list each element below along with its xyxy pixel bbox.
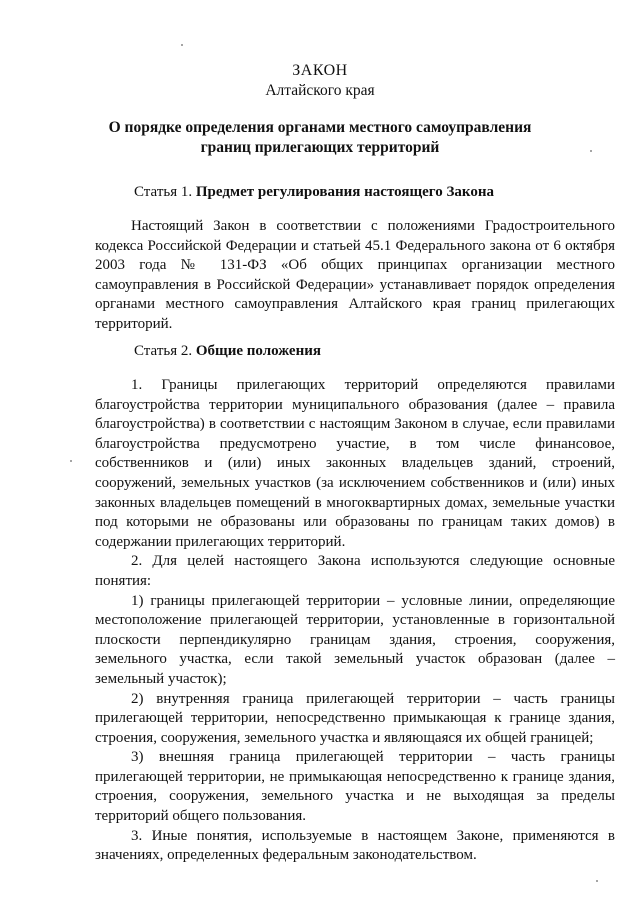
scan-speck <box>70 460 72 462</box>
document-region: Алтайского края <box>265 82 375 99</box>
document-title-line-2: границ прилегающих территорий <box>200 139 440 156</box>
article-2-body <box>95 376 615 866</box>
article-2-title: Общие положения <box>195 343 321 359</box>
article-2-paragraph-3: 3. Иные понятия, используемые в настоящем Законе, применяются в значениях, определенных федеральным законодательством. <box>95 827 615 864</box>
article-1-body <box>95 217 615 335</box>
scan-speck <box>181 44 183 46</box>
scan-speck <box>596 880 598 882</box>
article-2-paragraph-1: 1. Границы прилегающих территорий определяются правилами благоустройства территории муниципального образования (далее – правила благоустройства) в соответствии с настоящим Законом в случае, если правилами благоустройства предусмотрено участие, в том числе финансовое, собственников и (или) иных законных владельцев зданий, строений, сооружений, земельных участков (за исключением собственников и (или) иных законных владельцев помещений в многоквартирных домах, земельные участки под которыми не образованы или образованы по границам таких домов) в содержании прилегающих территорий. <box>95 377 615 550</box>
article-1-title: Предмет регулирования настоящего Закона <box>195 184 494 200</box>
article-2-definition-1: 1) границы прилегающей территории – условные линии, определяющие местоположение прилегающей территории, установленные в горизонтальной плоскости перпендикулярно границам здания, строения, сооружения, земельного участка, если такой земельный участок образован (далее – земельный участок); <box>95 592 615 687</box>
scan-speck <box>590 150 592 152</box>
article-1-label: Статья 1. <box>134 184 193 200</box>
article-2-label: Статья 2. <box>134 343 193 359</box>
article-2-heading <box>134 343 321 360</box>
article-2-definition-2: 2) внутренняя граница прилегающей территории – часть границы прилегающей территории, непосредственно примыкающая к границе здания, строения, сооружения, земельного участка и являющаяся их общей границей; <box>95 690 615 746</box>
article-1-heading <box>134 184 494 201</box>
document-title-line-1: О порядке определения органами местного самоуправления <box>108 119 532 136</box>
article-2-paragraph-2: 2. Для целей настоящего Закона используются следующие основные понятия: <box>95 553 615 589</box>
document-title <box>0 118 640 158</box>
article-1-paragraph: Настоящий Закон в соответствии с положениями Градостроительного кодекса Российской Федерации и статьей 45.1 Федерального закона от 6 октября 2003 года № 131-ФЗ «Об общих принципах организации местного самоуправления в Российской Федерации» устанавливает порядок определения органами местного самоуправления Алтайского края границ прилегающих территорий. <box>95 218 615 332</box>
document-type: ЗАКОН <box>292 62 348 79</box>
article-2-definition-3: 3) внешняя граница прилегающей территории – часть границы прилегающей территории, не примыкающая непосредственно к границе здания, строения, сооружения, земельного участка и не выходящая за пределы территорий общего пользования. <box>95 749 615 825</box>
